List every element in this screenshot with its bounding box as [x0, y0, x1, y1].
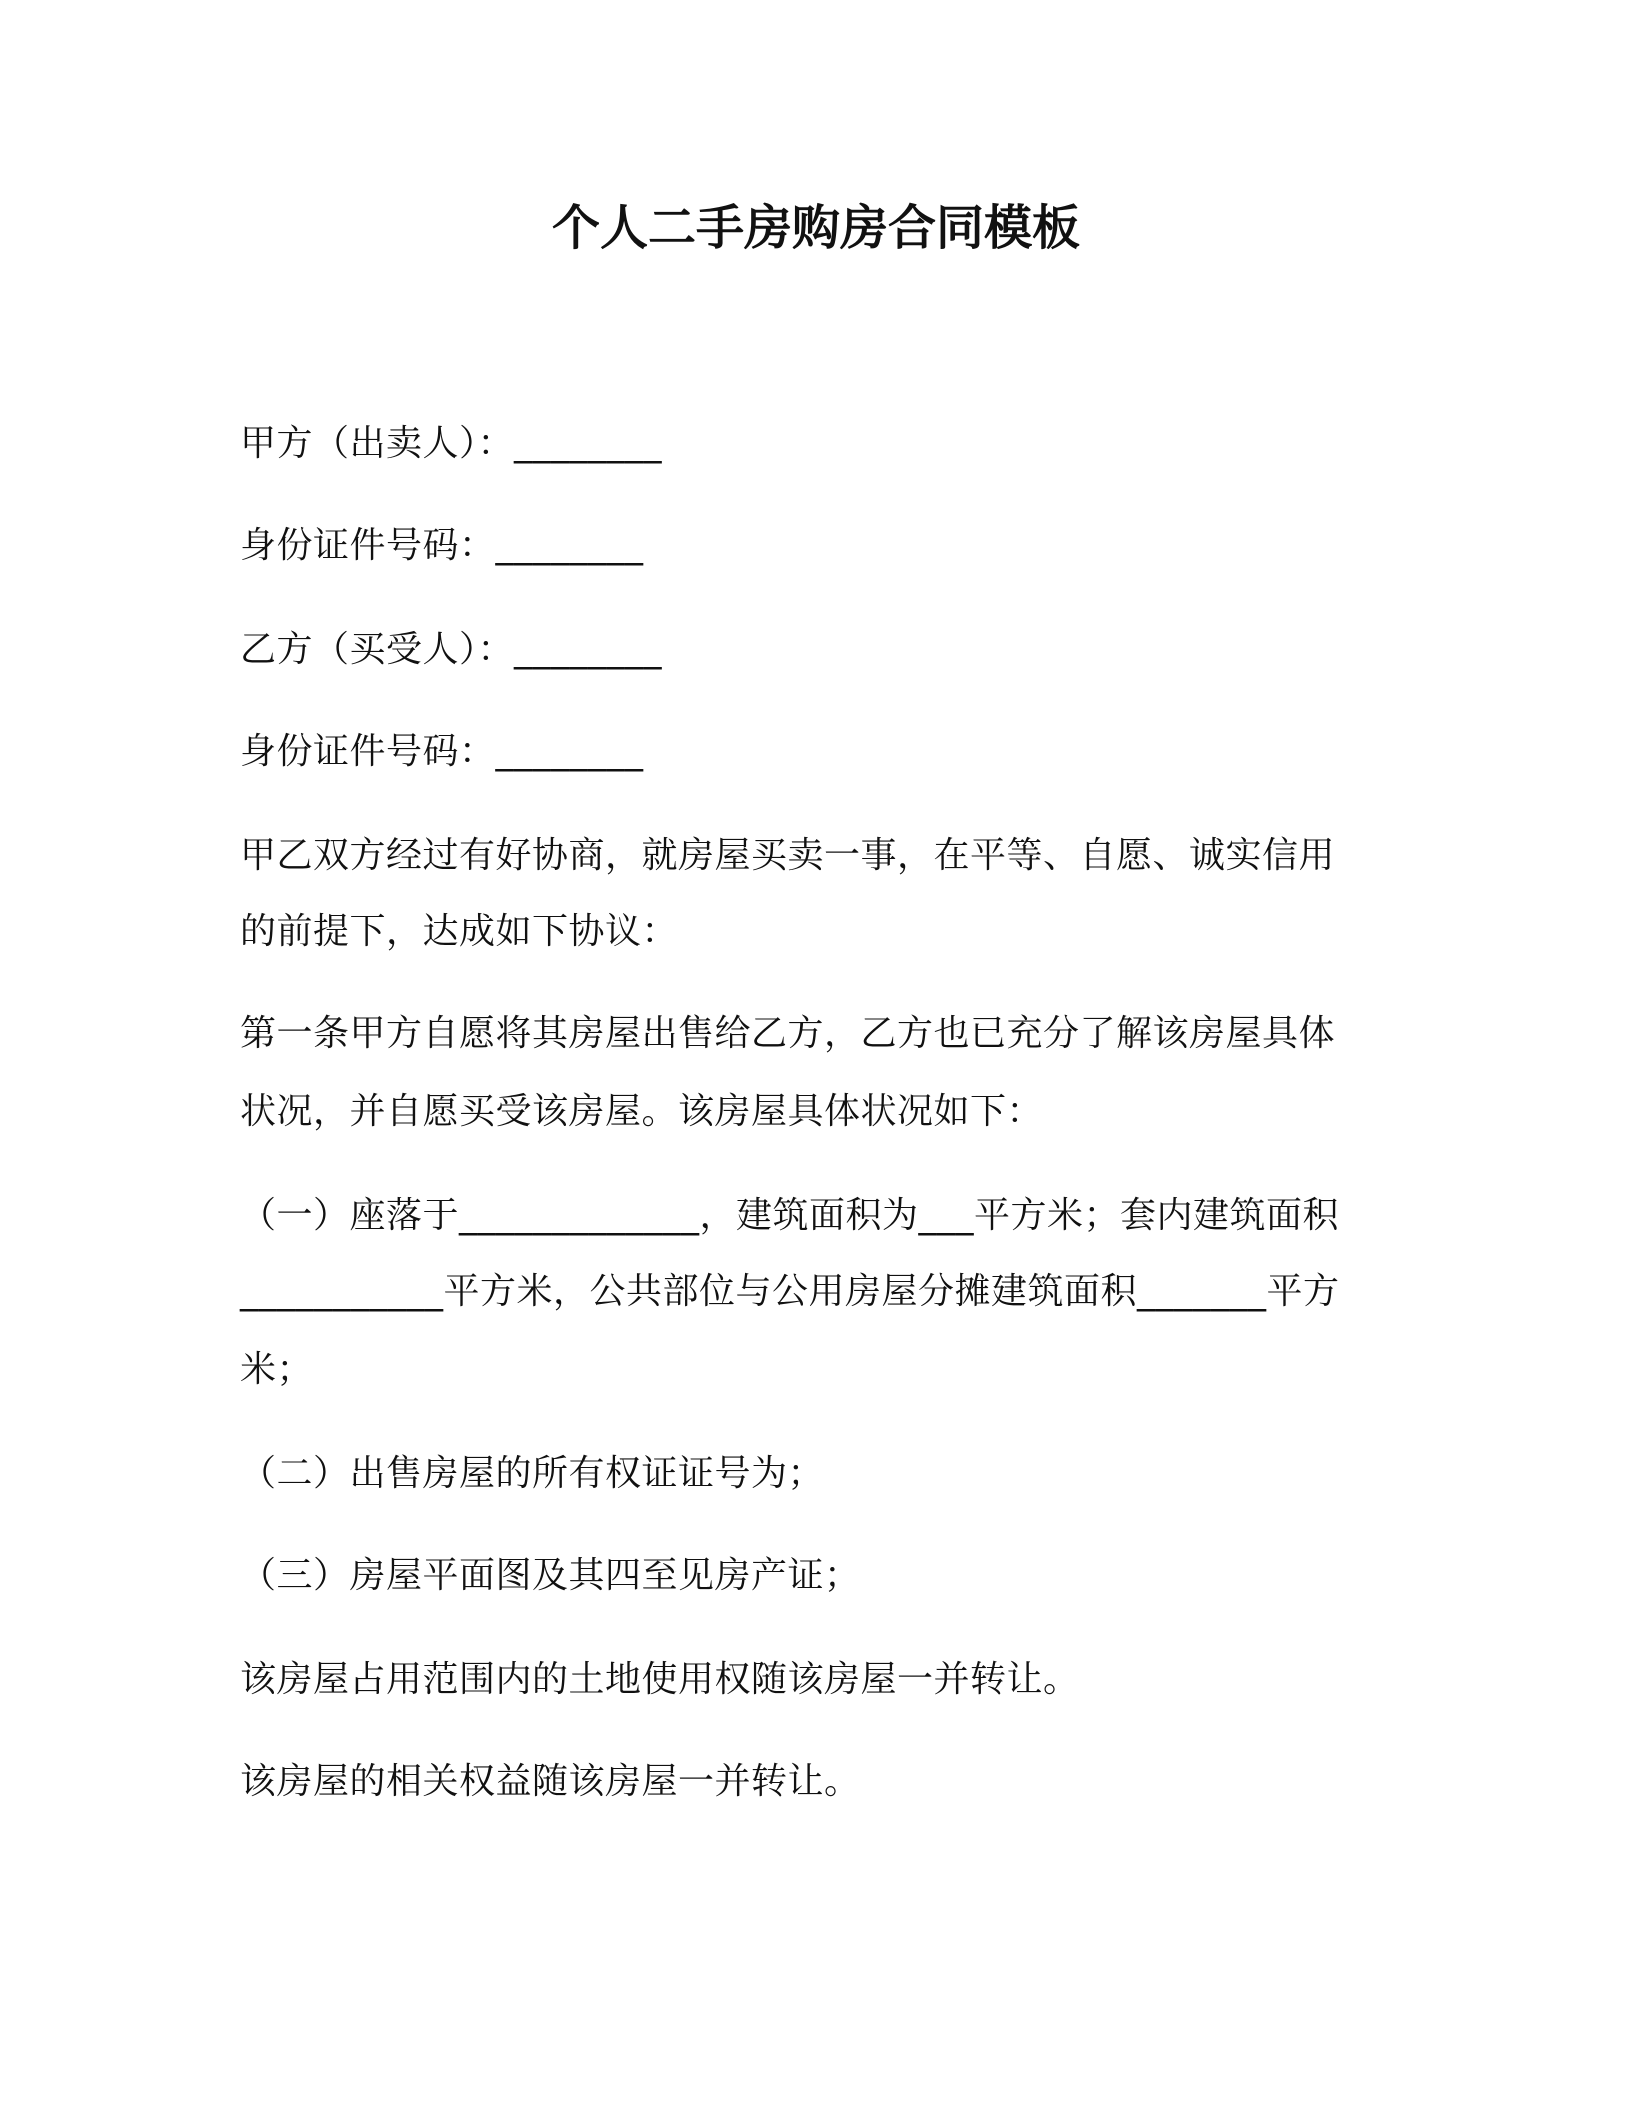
item-1-line-2: ___________平方米，公共部位与公用房屋分摊建筑面积_______平方 [240, 1271, 1340, 1312]
preamble-line-1: 甲乙双方经过有好协商，就房屋买卖一事，在平等、自愿、诚实信用 [240, 835, 1336, 876]
rights-line: 该房屋的相关权益随该房屋一并转让。 [240, 1761, 861, 1802]
item-1-line-1: （一）座落于_____________，建筑面积为___平方米；套内建筑面积 [240, 1195, 1340, 1236]
item-2-line: （二）出售房屋的所有权证证号为； [240, 1453, 825, 1494]
seller-id-line: 身份证件号码：________ [240, 525, 644, 566]
article-1-line-1: 第一条甲方自愿将其房屋出售给乙方，乙方也已充分了解该房屋具体 [240, 1013, 1336, 1054]
land-use-line: 该房屋占用范围内的土地使用权随该房屋一并转让。 [240, 1659, 1080, 1700]
seller-name-line: 甲方（出卖人）：________ [240, 423, 663, 464]
buyer-name-line: 乙方（买受人）：________ [240, 629, 663, 670]
item-1-line-3: 米； [240, 1349, 314, 1390]
buyer-id-line: 身份证件号码：________ [240, 731, 644, 772]
preamble-line-2: 的前提下，达成如下协议： [240, 911, 679, 952]
article-1-line-2: 状况，并自愿买受该房屋。该房屋具体状况如下： [240, 1091, 1044, 1132]
item-3-line: （三）房屋平面图及其四至见房产证； [240, 1555, 861, 1596]
document-title: 个人二手房购房合同模板 [551, 200, 1080, 256]
